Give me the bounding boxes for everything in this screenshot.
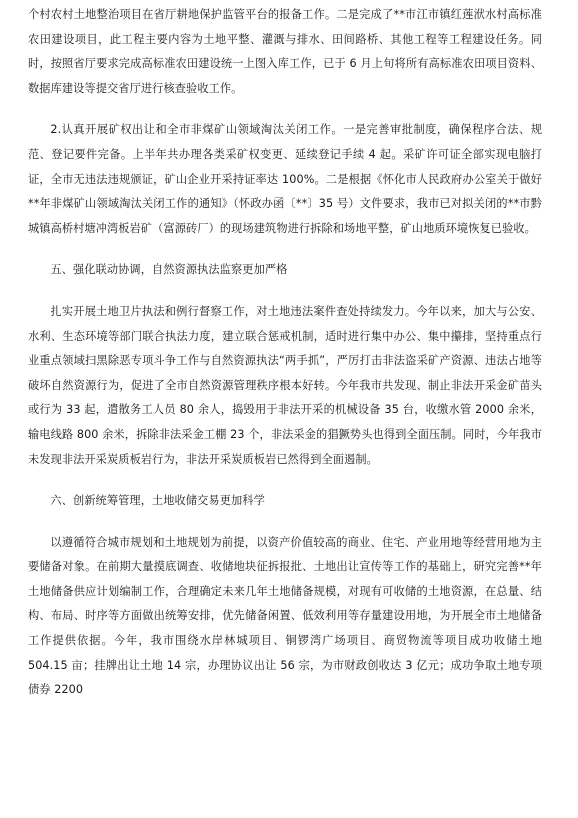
section-heading-enforcement: 五、强化联动协调，自然资源执法监察更加严格 bbox=[50, 263, 288, 277]
paragraph-gap bbox=[28, 283, 542, 300]
paragraph-land-reserve: 以遵循符合城市规划和土地规划为前提，以资产价值较高的商业、住宅、产业用地等经营用地为主要储备对象。在前期大量摸底调查、收储地块征拆报批、土地出让宣传等工作的基础上，研究完善**年土地储备供应计划编制工作，合理确定未来几年土地储备规模，对现有可收储的土地资源，在总量、结构、布局、时序等方面做出统筹安排，优先储备闲置、低效利用等存量建设用地，为开展全市土地储备工作提供依据。今年，我市围绕水岸林城项目、铜锣湾广场项目、商贸物流等项目成功收储土地 504.15 亩；挂牌出让土地 14 宗，办理协议出让 56 宗，为市财政创收达 3 亿元；成功争取土地专项债券 2200 bbox=[28, 535, 542, 697]
section-heading-land-reserve: 六、创新统筹管理，土地收储交易更加科学 bbox=[50, 494, 265, 508]
paragraph-gap bbox=[28, 514, 542, 531]
paragraph-gap bbox=[28, 101, 542, 118]
paragraph-farmland-projects: 个村农村土地整治项目在省厅耕地保护监管平台的报备工作。二是完成了**市江市镇红莲洑水村高标准农田建设项目，此工程主要内容为土地平整、灌溉与排水、田间路桥、其他工程等工程建设任务。同时，按照省厅要求完成高标准农田建设统一上图入库工作，已于 6 月上旬将所有高标准农田项目资料、数据库建设等提交省厅进行核查验收工作。 bbox=[28, 8, 542, 95]
paragraph-mining-rights: 2.认真开展矿权出让和全市非煤矿山领域淘汰关闭工作。一是完善审批制度，确保程序合法、规范、登记要件完备。上半年共办理各类采矿权变更、延续登记手续 4 起。采矿许可证全部实现电脑打证，全市无违法违规颁证，矿山企业开采持证率达 100%。二是根据《怀化市人民政府办公室关于做好**年非煤矿山领域淘汰关闭工作的通知》（怀政办函〔**〕35 号）文件要求，我市已对拟关闭的**市黔城镇高桥村塘冲湾板岩矿（富源砖厂）的现场建筑物进行拆除和场地平整，矿山地质环境恢复已验收。 bbox=[28, 123, 542, 235]
paragraph-gap bbox=[28, 241, 542, 258]
paragraph-enforcement: 扎实开展土地卫片执法和例行督察工作，对土地违法案件查处持续发力。今年以来，加大与公安、水利、生态环境等部门联合执法力度，建立联合惩戒机制，适时进行集中办公、集中攥排，坚持重点行业重点领域扫黑除恶专项斗争工作与自然资源执法“两手抓”，严厉打击非法盗采矿产资源、违法占地等破坏自然资源行为，促进了全市自然资源管理秩序根本好转。今年我市共发现、制止非法开采金矿苗头或行为 33 起，遣散务工人员 80 余人，捣毁用于非法开采的机械设备 35 台，收缴水管 2000 余米，输电线路 800 余米，拆除非法采金工棚 23 个，非法采金的猖獗势头也得到全面压制。同时，今年我市未发现非法开采炭质板岩行为，非法开采炭质板岩已然得到全面遏制。 bbox=[28, 304, 542, 466]
paragraph-gap bbox=[28, 472, 542, 489]
